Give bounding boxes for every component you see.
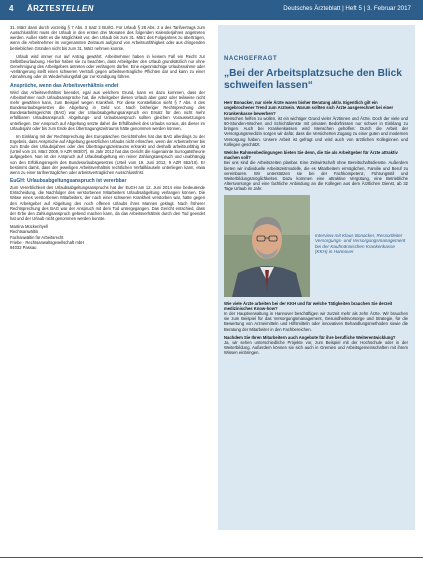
article-paragraph: Wird das Arbeitsverhältnis beendet, egal aus welchem Grund, kann es dazu kommen, dass der Arbeitnehmer noch Urlaubsansprüche hat, die Arbeitgeber diesen Urlaub aber ganz oder teilweise nicht mehr gewähren kann, zum Beispiel wegen Krankheit. Für diese Konstellation sieht § 7 Abs. 4 des Bundesurlaubsgesetzes die Abgeltung in Geld vor. Nach bisheriger Rechtsprechung des Bundesarbeitsgerichts (BAG) war der Urlaubsabgeltungsanspruch ein Ersatz für den nicht mehr erfüllbaren Urlaubsanspruch. Abgeltungs- und Urlaubsanspruch sollten gleichen Voraussetzungen unterliegen. Der Anspruch auf Abgeltung setzte daher die Erfüllbarkeit des Urlaubs voraus, als dieser im Urlaubsjahr oder bis zum Ende des Übertragungszeitraums hätte genommen werden können. (10, 89, 205, 131)
interview-question: Herr Bonacker, nur viele Ärzte waren bisher Beratung aktiv. Eigentlich gilt ein ungebrochener Trend zum Arztsein. Warum sollten sich Ärzte ausgerechnet bei einer Krankenkasse bewerben? (224, 100, 394, 116)
portrait-caption: Interview mit Klaus Bonacker, Ressortleiter Versorgungs- und Versorgungsmanagement bei der Kaufmännischen Krankenkasse (KKH) in Hannover (315, 232, 406, 255)
portrait-photo (224, 195, 310, 297)
article-paragraph: 31. März dann durch vorzeitig § 7 Abs. 3 Satz 2 BUrlG. Für Urlaub § 28 Abs. 2 a des Tarifvertrags zum Ausschlussfrist muss der Urlaub in den ersten drei Monaten des folgenden Kalenderjahres angetreten werden. Außer steht es die Möglichkeit vor, den Urlaub bis zum 31. März des Folgejahres zu übertragen, wenn die Arbeitnehmer im vorgenannten Zeitraum aufgrund von Arbeitsunfähigkeit oder aus dringenden betrieblichen Gründen nicht bis zum 31. März nehmen konnte. (10, 25, 205, 51)
portrait-row (224, 195, 408, 297)
author-city: 94032 Passau (10, 244, 37, 250)
interview-column (218, 25, 415, 557)
interview-answer: Menschen helfen zu wollen, ist ein wichtiger Grund vieler Ärztinnen und Ärzte. Doch der viele und 60-Stunden-Wochen und Schichtdienste mit privaten Bedürfnissen nur schwer in Einklang zu bringen. Auch bei Krankenkassen wird Menschen geholfen: Durch die Arbeit der Versorgungsmedizin sorgen wir dafür, dass die Versicherten Zugang zu einer guten und modernen Versorgung haben. Unsere Arbeit ist gefragt und wird auch von ärztlichen Kolleginnen und Kollegen geschätzt. (224, 115, 408, 147)
author-firm: Friebe · Rechtsanwaltsgesellschaft mbH (10, 239, 85, 245)
section-heading: Ansprüche, wenn das Arbeitsverhältnis endet (10, 82, 119, 89)
section-logo: ÄRZTESTELLEN (27, 4, 94, 13)
article-paragraph: Urlaub wird immer nur auf Antrag gewährt. Arbeitnehmer haben in keinem Fall ein Recht zur Selbstbeurlaubung. Hierbei haben sie zu beachten, dass Arbeitgeber den Urlaub grundsätzlich nur ohne Genehmigung des Arbeitgebers antreten oder verlängern dürfen. Eine eigenmächtige Urlaubsnahme oder -verlängerung stellt einen schweren Verstoß gegen arbeitsvertragliche Pflichten dar und kann zu einer Abmahnung oder im Wiederholungsfall gar zur Kündigung führen. (10, 53, 205, 80)
interview-headline: „Bei der Arbeitsplatzsuche den Blick schweifen lassen“ (224, 68, 402, 92)
kicker: NACHGEFRAGT (224, 56, 278, 62)
article-paragraph: Im Einklang mit der Rechtsprechung des Europäischen Gerichtshofes hat das BAG allerdings zu der Ergebnis, dass Ansprüche auf Abgeltung gesetzlichen Urlaubs nicht erlöschen, wenn der Arbeitnehmer bis zum Ende des Urlaubsjahres oder des Übertragungszeitraums erkrankt und deshalb arbeitsunfähig ist (Urteil vom 24. März 2009, 9 AZR 983/07). Im Jahr 2012 hat das Gericht die sogenannte Surrogatstheorie aufgegeben. Nun ist der Anspruch auf Urlaubsabgeltung ein reiner Zahlungsanspruch und unabhängig von den Erfüllungsregeln des Bundesurlaubsgesetzes (Urteil vom 19. Juni 2012, 9 AZR 652/10). Er bestimmt damit, dass der jeweiligen Arbeitsverhältnis rechtlichen Verfallklauseln unterliegen kann, etwa wenn zu einer tarifvertraglichen oder arbeitsvertraglichen Ausschlussfrist. (10, 133, 205, 175)
interview-question: Wie viele Ärzte arbeiten bei der KKH und für welche Tätigkeiten brauchen Sie derzeit medizinisches Know-how? (224, 300, 393, 311)
portrait-illustration (224, 195, 310, 297)
section-heading: EuGH: Urlaubsabgeltungsanspruch ist vererbbar (10, 178, 127, 185)
article-column (10, 25, 205, 557)
interview-question: Nachdem Sie Ihren Mitarbeitern auch Angebote für ihre berufliche Weiterentwicklung? (224, 334, 396, 340)
footer-rule (0, 557, 423, 558)
author-name: Martina Mückenhyell (10, 224, 48, 230)
author-signature (10, 224, 205, 250)
interview-answer: In der Hauptverwaltung in Hannover beschäftigen wir zurzeit mehr als zehn Ärzte. Wir brauchen sie zum Beispiel für das Versorgungsmanagement, Gesundheitsvorsorge und Strategie, für die Bewertung von Arzneimitteln und Hilfsmitteln oder innovativen Behandlungsmethoden sowie die Beratung der Mitarbeiter in den Fachbereichen. (224, 311, 408, 332)
page-header (0, 0, 423, 20)
article-paragraph: Zum Vererblichkeit des Urlaubsabgeltungsanspruchs hat der EuGH am 12. Juni 2014 eine bedeutende Entscheidung, die Nachfolger des verstorbenen Mitarbeiters Urlaubsabgeltung verlangen können. Die Witwe eines verstorbenen Mitarbeiters, der nach einer schweren Krankheit verstorben war, hatte gegen den Arbeitgeber auf Abgeltung des noch offenen Urlaubs ihres Mannes geklagt. Nach früherer Rechtsprechung des BAG war der Anspruch mit dem Tod untergegangen. Das Gericht entschied, dass der Erbe den Zahlungsanspruch geltend machen kann, da das Arbeitsverhältnis durch den Tod geendet hat und der Urlaub nicht genommen werden konnte. (10, 185, 205, 221)
issue-info: Deutsches Ärzteblatt | Heft 5 | 3. Februar 2017 (283, 5, 411, 12)
author-title: Rechtsanwältin (10, 229, 39, 235)
interview-question: Welche Rahmenbedingungen bieten Sie denn, die Sie als Arbeitgeber für Ärzte attraktiv machen soll? (224, 150, 398, 161)
interview-answer: Ja, wir sehen unterschiedliche Projekte vor, zum Beispiel mit der Hochschule oder in der Weiterbildung. Außerdem können sie sich auch in Gremien und Arbeitsgemeinschaften mit ihrem Wissen einbringen. (224, 340, 408, 356)
interview-box (218, 25, 415, 530)
interview-answer: Bei uns sind die Arbeitszeiten planbar. Eine Zeitwirtschaft ohne Bereitschaftsdienste. Außerdem bieten wir individuelle Arbeitszeitmodelle, die es Mitarbeitern ermöglichen, Familie und Beruf zu vereinbaren. Wir unterstützen sie bei der Fachkompetenz, Führungsstil und Weiterbildungsmöglichkeiten. Dazu kommen eine attraktive Vergütung, eine Betriebliche Altersvorsorge und eine fachliche Anbindung an die Kollegen aus dem Ärztlichen Dienst, ab 32 Tage Urlaub im Jahr. (224, 160, 408, 192)
page-number: 4 (9, 4, 14, 13)
author-specialty: Fachanwältin für Arbeitsrecht (10, 234, 64, 240)
